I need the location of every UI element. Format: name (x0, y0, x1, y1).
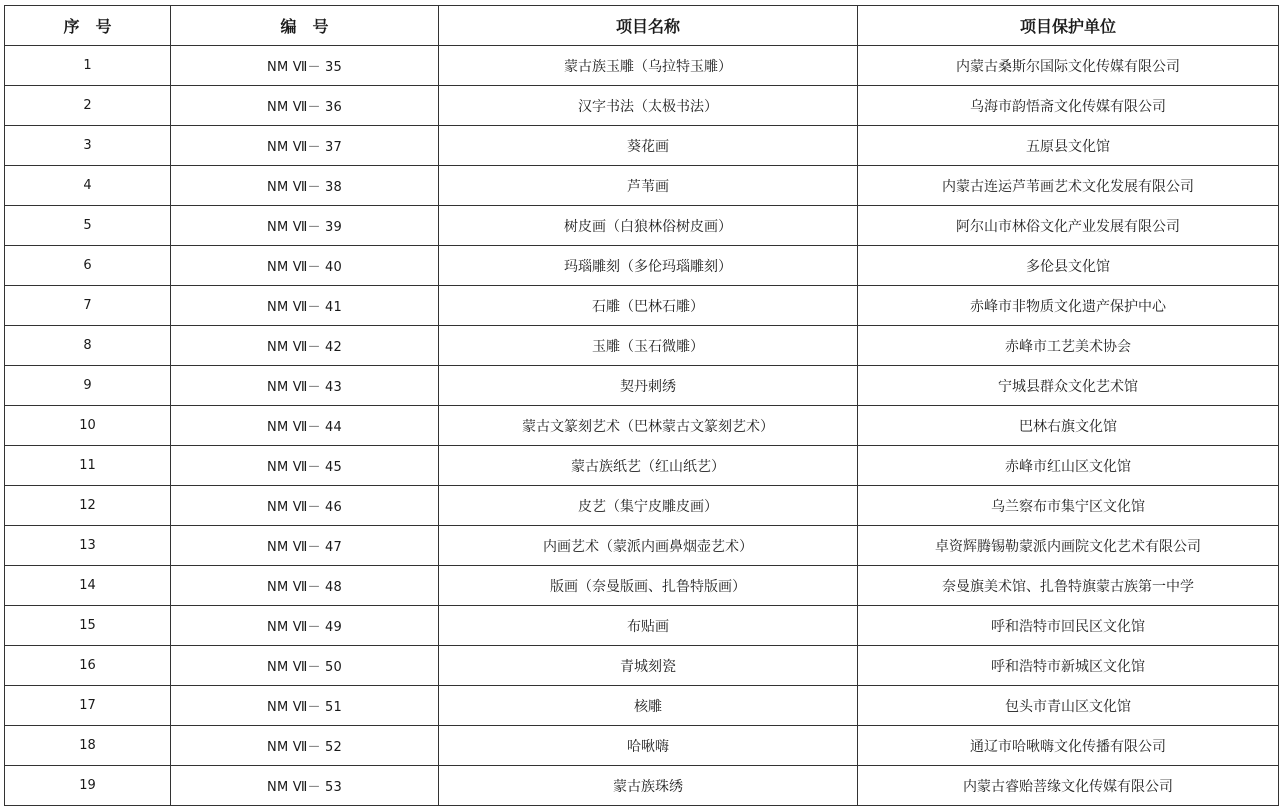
cell-serial: 4 (5, 166, 171, 206)
cell-serial: 9 (5, 366, 171, 406)
table-row (5, 606, 1279, 646)
column-header-protection-unit: 项目保护单位 (858, 6, 1279, 46)
table-row (5, 366, 1279, 406)
cell-project-name: 芦苇画 (439, 166, 858, 206)
column-header-code: 编 号 (171, 6, 439, 46)
cell-protection-unit: 多伦县文化馆 (858, 246, 1279, 286)
cell-protection-unit: 赤峰市红山区文化馆 (858, 446, 1279, 486)
cell-project-name: 玉雕（玉石微雕） (439, 326, 858, 366)
cell-code: NM Ⅶ－ 46 (171, 486, 439, 526)
cell-code: NM Ⅶ－ 36 (171, 86, 439, 126)
cell-protection-unit: 赤峰市非物质文化遗产保护中心 (858, 286, 1279, 326)
table-row (5, 686, 1279, 726)
cell-serial: 11 (5, 446, 171, 486)
column-header-project-name: 项目名称 (439, 6, 858, 46)
cell-project-name: 玛瑙雕刻（多伦玛瑙雕刻） (439, 246, 858, 286)
table-row (5, 526, 1279, 566)
table-body (5, 46, 1279, 806)
cell-protection-unit: 巴林右旗文化馆 (858, 406, 1279, 446)
cell-protection-unit: 奈曼旗美术馆、扎鲁特旗蒙古族第一中学 (858, 566, 1279, 606)
heritage-project-table (4, 5, 1279, 806)
cell-code: NM Ⅶ－ 49 (171, 606, 439, 646)
table-row (5, 446, 1279, 486)
cell-code: NM Ⅶ－ 45 (171, 446, 439, 486)
table-row (5, 286, 1279, 326)
cell-code: NM Ⅶ－ 38 (171, 166, 439, 206)
cell-protection-unit: 乌海市韵悟斋文化传媒有限公司 (858, 86, 1279, 126)
table-row (5, 646, 1279, 686)
cell-code: NM Ⅶ－ 52 (171, 726, 439, 766)
cell-project-name: 青城刻瓷 (439, 646, 858, 686)
cell-serial: 16 (5, 646, 171, 686)
cell-protection-unit: 通辽市哈啾嗨文化传播有限公司 (858, 726, 1279, 766)
table-row (5, 206, 1279, 246)
table-row (5, 126, 1279, 166)
cell-protection-unit: 卓资辉腾锡勒蒙派内画院文化艺术有限公司 (858, 526, 1279, 566)
cell-serial: 5 (5, 206, 171, 246)
cell-project-name: 葵花画 (439, 126, 858, 166)
cell-project-name: 皮艺（集宁皮雕皮画） (439, 486, 858, 526)
cell-serial: 17 (5, 686, 171, 726)
table-row (5, 166, 1279, 206)
cell-protection-unit: 宁城县群众文化艺术馆 (858, 366, 1279, 406)
cell-code: NM Ⅶ－ 44 (171, 406, 439, 446)
cell-project-name: 版画（奈曼版画、扎鲁特版画） (439, 566, 858, 606)
cell-protection-unit: 包头市青山区文化馆 (858, 686, 1279, 726)
cell-serial: 3 (5, 126, 171, 166)
table-row (5, 486, 1279, 526)
cell-protection-unit: 阿尔山市林俗文化产业发展有限公司 (858, 206, 1279, 246)
cell-project-name: 契丹刺绣 (439, 366, 858, 406)
cell-serial: 1 (5, 46, 171, 86)
cell-code: NM Ⅶ－ 41 (171, 286, 439, 326)
cell-protection-unit: 呼和浩特市新城区文化馆 (858, 646, 1279, 686)
cell-serial: 14 (5, 566, 171, 606)
table-row (5, 246, 1279, 286)
cell-project-name: 树皮画（白狼林俗树皮画） (439, 206, 858, 246)
table-row (5, 326, 1279, 366)
cell-protection-unit: 内蒙古连运芦苇画艺术文化发展有限公司 (858, 166, 1279, 206)
cell-project-name: 哈啾嗨 (439, 726, 858, 766)
cell-protection-unit: 内蒙古睿贻菩缘文化传媒有限公司 (858, 766, 1279, 806)
cell-serial: 2 (5, 86, 171, 126)
cell-protection-unit: 内蒙古桑斯尔国际文化传媒有限公司 (858, 46, 1279, 86)
cell-code: NM Ⅶ－ 39 (171, 206, 439, 246)
cell-project-name: 蒙古文篆刻艺术（巴林蒙古文篆刻艺术） (439, 406, 858, 446)
cell-protection-unit: 赤峰市工艺美术协会 (858, 326, 1279, 366)
cell-code: NM Ⅶ－ 48 (171, 566, 439, 606)
cell-project-name: 布贴画 (439, 606, 858, 646)
table-row (5, 766, 1279, 806)
cell-code: NM Ⅶ－ 47 (171, 526, 439, 566)
cell-serial: 8 (5, 326, 171, 366)
cell-serial: 13 (5, 526, 171, 566)
cell-code: NM Ⅶ－ 42 (171, 326, 439, 366)
cell-protection-unit: 乌兰察布市集宁区文化馆 (858, 486, 1279, 526)
cell-serial: 19 (5, 766, 171, 806)
table-row (5, 566, 1279, 606)
cell-code: NM Ⅶ－ 35 (171, 46, 439, 86)
cell-serial: 12 (5, 486, 171, 526)
cell-code: NM Ⅶ－ 53 (171, 766, 439, 806)
cell-protection-unit: 五原县文化馆 (858, 126, 1279, 166)
cell-project-name: 蒙古族玉雕（乌拉特玉雕） (439, 46, 858, 86)
cell-protection-unit: 呼和浩特市回民区文化馆 (858, 606, 1279, 646)
cell-project-name: 核雕 (439, 686, 858, 726)
cell-serial: 6 (5, 246, 171, 286)
cell-code: NM Ⅶ－ 50 (171, 646, 439, 686)
cell-project-name: 石雕（巴林石雕） (439, 286, 858, 326)
cell-serial: 15 (5, 606, 171, 646)
cell-code: NM Ⅶ－ 43 (171, 366, 439, 406)
cell-code: NM Ⅶ－ 37 (171, 126, 439, 166)
cell-serial: 10 (5, 406, 171, 446)
table-row (5, 46, 1279, 86)
cell-serial: 18 (5, 726, 171, 766)
table-row (5, 86, 1279, 126)
cell-code: NM Ⅶ－ 40 (171, 246, 439, 286)
heritage-project-table-container (4, 5, 1278, 806)
cell-project-name: 蒙古族珠绣 (439, 766, 858, 806)
cell-code: NM Ⅶ－ 51 (171, 686, 439, 726)
table-row (5, 406, 1279, 446)
cell-serial: 7 (5, 286, 171, 326)
column-header-serial: 序 号 (5, 6, 171, 46)
cell-project-name: 蒙古族纸艺（红山纸艺） (439, 446, 858, 486)
table-header-row (5, 6, 1279, 46)
table-row (5, 726, 1279, 766)
cell-project-name: 汉字书法（太极书法） (439, 86, 858, 126)
cell-project-name: 内画艺术（蒙派内画鼻烟壶艺术） (439, 526, 858, 566)
